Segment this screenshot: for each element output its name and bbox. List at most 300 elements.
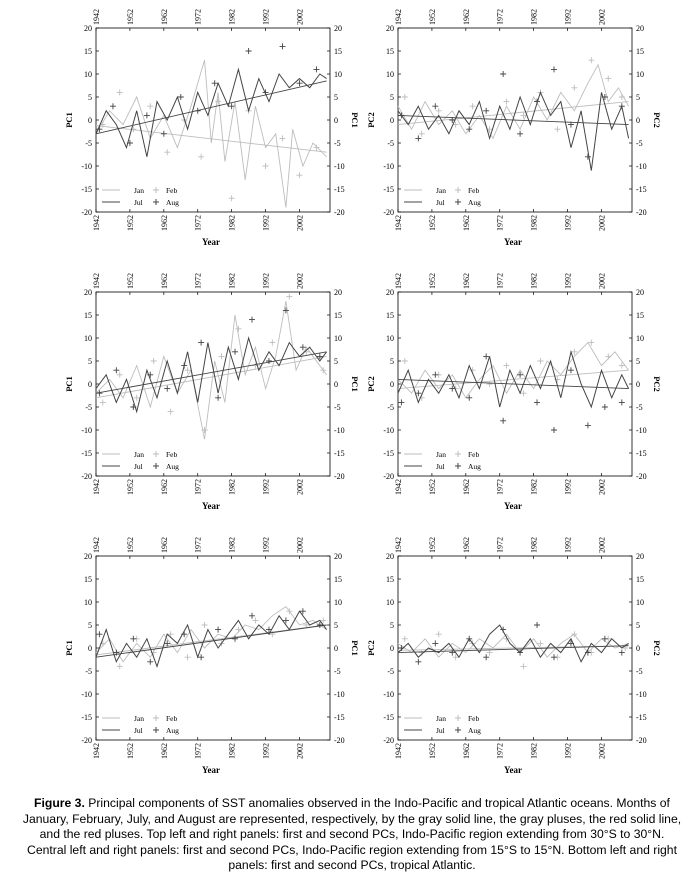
y-tick-label-right: 20 — [334, 288, 342, 297]
trend-line-jul — [96, 81, 327, 134]
trend-line-jul — [398, 379, 629, 388]
plus-marker — [181, 363, 187, 369]
y-tick-label-left: -15 — [383, 713, 394, 722]
x-tick-label-top: 1942 — [394, 9, 403, 25]
series-line-jul — [96, 69, 327, 156]
plus-marker — [235, 627, 241, 633]
series-feb — [402, 57, 625, 137]
legend-feb-label: Feb — [166, 186, 178, 195]
legend-feb-label: Feb — [166, 450, 178, 459]
x-tick-label-bottom: 1942 — [394, 215, 403, 231]
plus-marker — [195, 108, 201, 114]
plus-marker — [432, 103, 438, 109]
x-tick-label-top: 1962 — [159, 9, 169, 25]
legend-aug-label: Aug — [166, 462, 179, 471]
plus-marker — [483, 353, 489, 359]
y-tick-label-left: 20 — [386, 552, 394, 561]
y-tick-label-left: -20 — [383, 736, 394, 745]
x-tick-label-top: 1962 — [159, 273, 169, 289]
y-axis-label-right: PC1 — [350, 376, 360, 392]
series-aug — [398, 353, 624, 433]
y-tick-label-left: 20 — [84, 288, 92, 297]
plus-marker — [249, 613, 255, 619]
y-tick-label-right: 0 — [636, 644, 640, 653]
series-line-jan — [398, 65, 629, 139]
x-tick-label-top: 1982 — [227, 273, 237, 289]
legend-jul-label: Jul — [436, 198, 445, 207]
series-line-jan — [96, 607, 327, 662]
trend-line-jan — [398, 370, 629, 388]
plus-marker — [588, 57, 594, 63]
y-tick-label-left: 0 — [390, 116, 394, 125]
y-tick-label-left: 10 — [386, 334, 394, 343]
plus-marker — [215, 99, 221, 105]
plus-marker — [151, 358, 157, 364]
plus-marker — [266, 358, 272, 364]
x-tick-label-top: 1962 — [159, 537, 169, 553]
legend-feb-label: Feb — [468, 186, 480, 195]
legend-feb-marker — [455, 715, 461, 721]
plus-marker — [147, 659, 153, 665]
plus-marker — [198, 340, 204, 346]
x-tick-label-bottom: 2002 — [295, 743, 305, 759]
plus-marker — [419, 131, 425, 137]
y-tick-label-right: 20 — [636, 288, 644, 297]
plus-marker — [619, 399, 625, 405]
y-tick-label-right: 0 — [334, 116, 338, 125]
legend-aug-marker — [455, 727, 461, 733]
plus-marker — [280, 43, 286, 49]
x-tick-label-top: 1982 — [227, 537, 237, 553]
plus-marker — [130, 636, 136, 642]
x-tick-label-bottom: 2002 — [295, 479, 305, 495]
legend-jan-label: Jan — [134, 450, 144, 459]
legend-feb-marker — [455, 451, 461, 457]
y-tick-label-left: 15 — [84, 47, 92, 56]
x-tick-label-top: 2002 — [295, 273, 305, 289]
y-axis-label-left: PC1 — [64, 376, 74, 392]
y-tick-label-right: 15 — [334, 47, 342, 56]
y-tick-label-left: 10 — [84, 598, 92, 607]
plus-marker — [113, 367, 119, 373]
series-jan — [96, 607, 327, 662]
x-tick-label-top: 1952 — [125, 9, 135, 25]
plot-frame — [96, 292, 330, 476]
y-tick-label-right: -5 — [636, 139, 643, 148]
plus-marker — [96, 390, 102, 396]
legend — [404, 186, 481, 207]
x-tick-label-top: 2002 — [597, 9, 607, 25]
chart-panel-middle-left — [64, 273, 360, 511]
chart-panel-top-right — [366, 9, 662, 247]
y-tick-label-right: -20 — [636, 472, 647, 481]
y-tick-label-right: -10 — [334, 162, 345, 171]
plus-marker — [537, 358, 543, 364]
x-tick-label-bottom: 1982 — [529, 215, 539, 231]
y-tick-label-left: 0 — [88, 380, 92, 389]
plus-marker — [181, 631, 187, 637]
y-tick-label-right: 20 — [334, 24, 342, 33]
series-line-jan — [96, 301, 327, 439]
x-tick-label-bottom: 1962 — [159, 215, 169, 231]
series-jul — [96, 338, 327, 412]
legend — [404, 714, 481, 735]
plus-marker — [286, 294, 292, 300]
y-tick-label-right: 15 — [636, 311, 644, 320]
plus-marker — [164, 149, 170, 155]
legend-feb-marker — [153, 187, 159, 193]
x-tick-label-bottom: 1952 — [427, 479, 437, 495]
y-tick-label-right: -5 — [334, 403, 341, 412]
series-jul — [96, 69, 327, 156]
x-tick-label-bottom: 1962 — [461, 743, 471, 759]
plus-marker — [517, 131, 523, 137]
legend — [404, 450, 481, 471]
plus-marker — [402, 636, 408, 642]
y-tick-label-left: -15 — [383, 185, 394, 194]
plus-marker — [602, 94, 608, 100]
plus-marker — [432, 640, 438, 646]
x-tick-label-bottom: 1962 — [461, 215, 471, 231]
plus-marker — [520, 663, 526, 669]
series-jan — [398, 65, 629, 139]
series-jul — [398, 92, 629, 170]
y-tick-label-right: 10 — [636, 70, 644, 79]
y-tick-label-left: -10 — [81, 426, 92, 435]
y-tick-label-left: 0 — [390, 644, 394, 653]
legend — [102, 714, 179, 735]
y-tick-label-left: 10 — [386, 598, 394, 607]
y-tick-label-left: -20 — [81, 472, 92, 481]
y-tick-label-left: 0 — [390, 380, 394, 389]
y-tick-label-right: 15 — [334, 575, 342, 584]
y-tick-label-right: 5 — [636, 93, 640, 102]
x-axis-label: Year — [202, 765, 220, 775]
legend-aug-label: Aug — [166, 726, 179, 735]
legend-aug-marker — [153, 199, 159, 205]
x-tick-label-bottom: 1952 — [125, 215, 135, 231]
x-tick-label-bottom: 1952 — [427, 743, 437, 759]
x-tick-label-top: 1972 — [495, 9, 505, 25]
y-tick-label-left: -20 — [383, 472, 394, 481]
plus-marker — [117, 663, 123, 669]
x-tick-label-bottom: 1952 — [125, 743, 135, 759]
plus-marker — [117, 89, 123, 95]
y-tick-label-right: -5 — [334, 667, 341, 676]
y-tick-label-left: 5 — [88, 621, 92, 630]
x-tick-label-top: 1982 — [529, 537, 539, 553]
x-tick-label-bottom: 1992 — [563, 743, 573, 759]
x-tick-label-top: 2002 — [295, 537, 305, 553]
plus-marker — [96, 631, 102, 637]
y-tick-label-left: 20 — [386, 288, 394, 297]
x-tick-label-bottom: 1972 — [495, 743, 505, 759]
y-tick-label-right: 5 — [636, 357, 640, 366]
y-tick-label-left: -5 — [387, 667, 394, 676]
plus-marker — [134, 395, 140, 401]
plus-marker — [585, 154, 591, 160]
x-tick-label-bottom: 1942 — [92, 479, 101, 495]
x-axis-label: Year — [202, 237, 220, 247]
y-tick-label-right: 15 — [334, 311, 342, 320]
plus-marker — [551, 66, 557, 72]
y-tick-label-left: -5 — [85, 667, 92, 676]
y-tick-label-left: -10 — [81, 690, 92, 699]
x-tick-label-top: 2002 — [597, 273, 607, 289]
plus-marker — [164, 386, 170, 392]
y-tick-label-right: 5 — [636, 621, 640, 630]
x-tick-label-top: 1972 — [193, 537, 203, 553]
plus-marker — [504, 99, 510, 105]
y-tick-label-right: 10 — [334, 598, 342, 607]
y-tick-label-right: -20 — [636, 736, 647, 745]
y-tick-label-right: 10 — [636, 334, 644, 343]
series-aug — [96, 43, 319, 146]
series-feb — [100, 294, 326, 433]
y-tick-label-right: 5 — [334, 93, 338, 102]
legend-feb-label: Feb — [468, 450, 480, 459]
x-tick-label-bottom: 1982 — [227, 743, 237, 759]
y-tick-label-right: -5 — [636, 667, 643, 676]
plus-marker — [100, 399, 106, 405]
plus-marker — [280, 135, 286, 141]
y-tick-label-right: 0 — [334, 644, 338, 653]
x-tick-label-bottom: 1972 — [193, 743, 203, 759]
plus-marker — [215, 395, 221, 401]
x-tick-label-bottom: 1982 — [529, 479, 539, 495]
plus-marker — [202, 622, 208, 628]
plus-marker — [185, 654, 191, 660]
x-tick-label-bottom: 2002 — [597, 215, 607, 231]
legend-aug-marker — [153, 463, 159, 469]
y-axis-label-left: PC1 — [64, 640, 74, 656]
legend-aug-label: Aug — [468, 198, 481, 207]
legend-jul-label: Jul — [134, 726, 143, 735]
y-tick-label-right: 10 — [334, 334, 342, 343]
plus-marker — [568, 367, 574, 373]
x-tick-label-top: 1982 — [529, 273, 539, 289]
y-tick-label-left: 10 — [84, 70, 92, 79]
y-tick-label-left: 15 — [84, 575, 92, 584]
x-tick-label-top: 1942 — [92, 273, 101, 289]
series-line-jul — [398, 92, 629, 170]
y-tick-label-right: 0 — [636, 116, 640, 125]
plus-marker — [571, 631, 577, 637]
x-tick-label-bottom: 1972 — [193, 479, 203, 495]
plus-marker — [520, 112, 526, 118]
y-tick-label-left: 15 — [386, 311, 394, 320]
plus-marker — [470, 103, 476, 109]
x-tick-label-top: 1982 — [529, 9, 539, 25]
y-tick-label-left: 20 — [84, 24, 92, 33]
figure-caption — [22, 796, 682, 874]
legend-feb-label: Feb — [166, 714, 178, 723]
y-tick-label-right: -15 — [334, 449, 345, 458]
x-axis-label: Year — [504, 501, 522, 511]
plus-marker — [605, 76, 611, 82]
plus-marker — [398, 399, 404, 405]
plus-marker — [218, 353, 224, 359]
plus-marker — [415, 135, 421, 141]
y-tick-label-right: 5 — [334, 357, 338, 366]
x-tick-label-top: 1992 — [563, 273, 573, 289]
x-tick-label-top: 2002 — [597, 537, 607, 553]
y-tick-label-left: 15 — [84, 311, 92, 320]
plus-marker — [127, 140, 133, 146]
y-tick-label-right: -20 — [334, 208, 345, 217]
plus-marker — [432, 372, 438, 378]
series-feb — [100, 89, 320, 201]
plus-marker — [504, 363, 510, 369]
y-tick-label-right: -15 — [636, 713, 647, 722]
plus-marker — [483, 108, 489, 114]
plot-frame — [96, 28, 330, 212]
plus-marker — [500, 418, 506, 424]
chart-panel-top-left — [64, 9, 360, 247]
plus-marker — [436, 108, 442, 114]
y-tick-label-right: -20 — [334, 736, 345, 745]
y-tick-label-left: -5 — [387, 139, 394, 148]
x-tick-label-top: 1992 — [563, 9, 573, 25]
y-tick-label-left: 5 — [88, 93, 92, 102]
x-tick-label-bottom: 1942 — [394, 479, 403, 495]
legend-feb-marker — [455, 187, 461, 193]
x-tick-label-bottom: 1982 — [529, 743, 539, 759]
y-tick-label-left: -10 — [81, 162, 92, 171]
series-jan — [398, 343, 629, 398]
x-tick-label-bottom: 2002 — [597, 743, 607, 759]
plus-marker — [487, 650, 493, 656]
y-tick-label-left: -15 — [81, 713, 92, 722]
caption-label: Figure 3. — [34, 796, 85, 810]
plus-marker — [198, 154, 204, 160]
x-tick-label-top: 1942 — [394, 273, 403, 289]
plus-marker — [313, 145, 319, 151]
y-tick-label-right: -15 — [636, 185, 647, 194]
series-jan — [96, 301, 327, 439]
y-axis-label-right: PC1 — [350, 640, 360, 656]
x-tick-label-top: 1962 — [461, 9, 471, 25]
chart-panel-bottom-right — [366, 537, 662, 775]
y-axis-label-left: PC2 — [366, 376, 376, 392]
x-tick-label-bottom: 2002 — [597, 479, 607, 495]
y-axis-label-left: PC2 — [366, 112, 376, 128]
legend-aug-marker — [153, 727, 159, 733]
plus-marker — [117, 372, 123, 378]
x-axis-label: Year — [504, 765, 522, 775]
legend-jan-label: Jan — [134, 714, 144, 723]
y-tick-label-left: -5 — [387, 403, 394, 412]
legend-feb-marker — [153, 451, 159, 457]
y-tick-label-right: 20 — [636, 552, 644, 561]
x-tick-label-bottom: 1972 — [193, 215, 203, 231]
x-tick-label-bottom: 1942 — [92, 215, 101, 231]
legend-aug-label: Aug — [468, 726, 481, 735]
plus-marker — [161, 131, 167, 137]
y-tick-label-right: -20 — [636, 208, 647, 217]
legend-aug-marker — [455, 199, 461, 205]
y-tick-label-left: 10 — [84, 334, 92, 343]
y-tick-label-right: 15 — [636, 575, 644, 584]
x-tick-label-bottom: 1952 — [125, 479, 135, 495]
plus-marker — [246, 48, 252, 54]
y-tick-label-left: 10 — [386, 70, 394, 79]
plus-marker — [602, 404, 608, 410]
x-tick-label-bottom: 1972 — [495, 215, 505, 231]
y-tick-label-left: 5 — [390, 93, 394, 102]
y-tick-label-right: -15 — [636, 449, 647, 458]
y-axis-label-right: PC2 — [652, 376, 662, 392]
legend-jan-label: Jan — [436, 450, 446, 459]
y-tick-label-right: -20 — [334, 472, 345, 481]
plus-marker — [500, 71, 506, 77]
legend — [102, 450, 179, 471]
plus-marker — [415, 659, 421, 665]
y-tick-label-left: 20 — [386, 24, 394, 33]
trend-line-jan — [398, 102, 629, 125]
y-tick-label-right: 10 — [334, 70, 342, 79]
legend-jan-label: Jan — [436, 186, 446, 195]
plus-marker — [168, 631, 174, 637]
x-tick-label-top: 2002 — [295, 9, 305, 25]
legend-aug-marker — [455, 463, 461, 469]
y-tick-label-right: -10 — [636, 690, 647, 699]
x-tick-label-top: 1992 — [261, 273, 271, 289]
x-axis-label: Year — [504, 237, 522, 247]
plus-marker — [235, 326, 241, 332]
y-tick-label-left: -15 — [81, 185, 92, 194]
y-tick-label-right: 0 — [636, 380, 640, 389]
plus-marker — [313, 66, 319, 72]
plus-marker — [269, 340, 275, 346]
plot-frame — [96, 556, 330, 740]
x-tick-label-bottom: 1952 — [427, 215, 437, 231]
y-axis-label-right: PC2 — [652, 112, 662, 128]
legend-jul-label: Jul — [134, 462, 143, 471]
x-tick-label-top: 1972 — [193, 9, 203, 25]
series-aug — [96, 608, 322, 665]
y-tick-label-right: -10 — [636, 426, 647, 435]
legend-feb-marker — [153, 715, 159, 721]
plus-marker — [229, 195, 235, 201]
plus-marker — [178, 94, 184, 100]
y-tick-label-left: -10 — [383, 690, 394, 699]
plus-marker — [252, 617, 258, 623]
plus-marker — [619, 94, 625, 100]
x-tick-label-top: 1952 — [125, 537, 135, 553]
x-tick-label-bottom: 1942 — [92, 743, 101, 759]
plus-marker — [619, 650, 625, 656]
y-tick-label-right: -10 — [334, 690, 345, 699]
plus-marker — [602, 636, 608, 642]
x-tick-label-top: 1962 — [461, 273, 471, 289]
y-tick-label-right: -15 — [334, 713, 345, 722]
plus-marker — [534, 622, 540, 628]
x-tick-label-top: 1952 — [427, 537, 437, 553]
y-axis-label-left: PC1 — [64, 112, 74, 128]
y-tick-label-left: 15 — [386, 47, 394, 56]
series-line-jan — [398, 343, 629, 398]
x-tick-label-top: 1962 — [461, 537, 471, 553]
x-tick-label-top: 1952 — [427, 9, 437, 25]
y-tick-label-right: 15 — [636, 47, 644, 56]
y-tick-label-right: -5 — [636, 403, 643, 412]
y-tick-label-left: -20 — [81, 736, 92, 745]
plus-marker — [402, 94, 408, 100]
plus-marker — [483, 654, 489, 660]
x-tick-label-bottom: 1972 — [495, 479, 505, 495]
y-tick-label-left: 15 — [386, 575, 394, 584]
